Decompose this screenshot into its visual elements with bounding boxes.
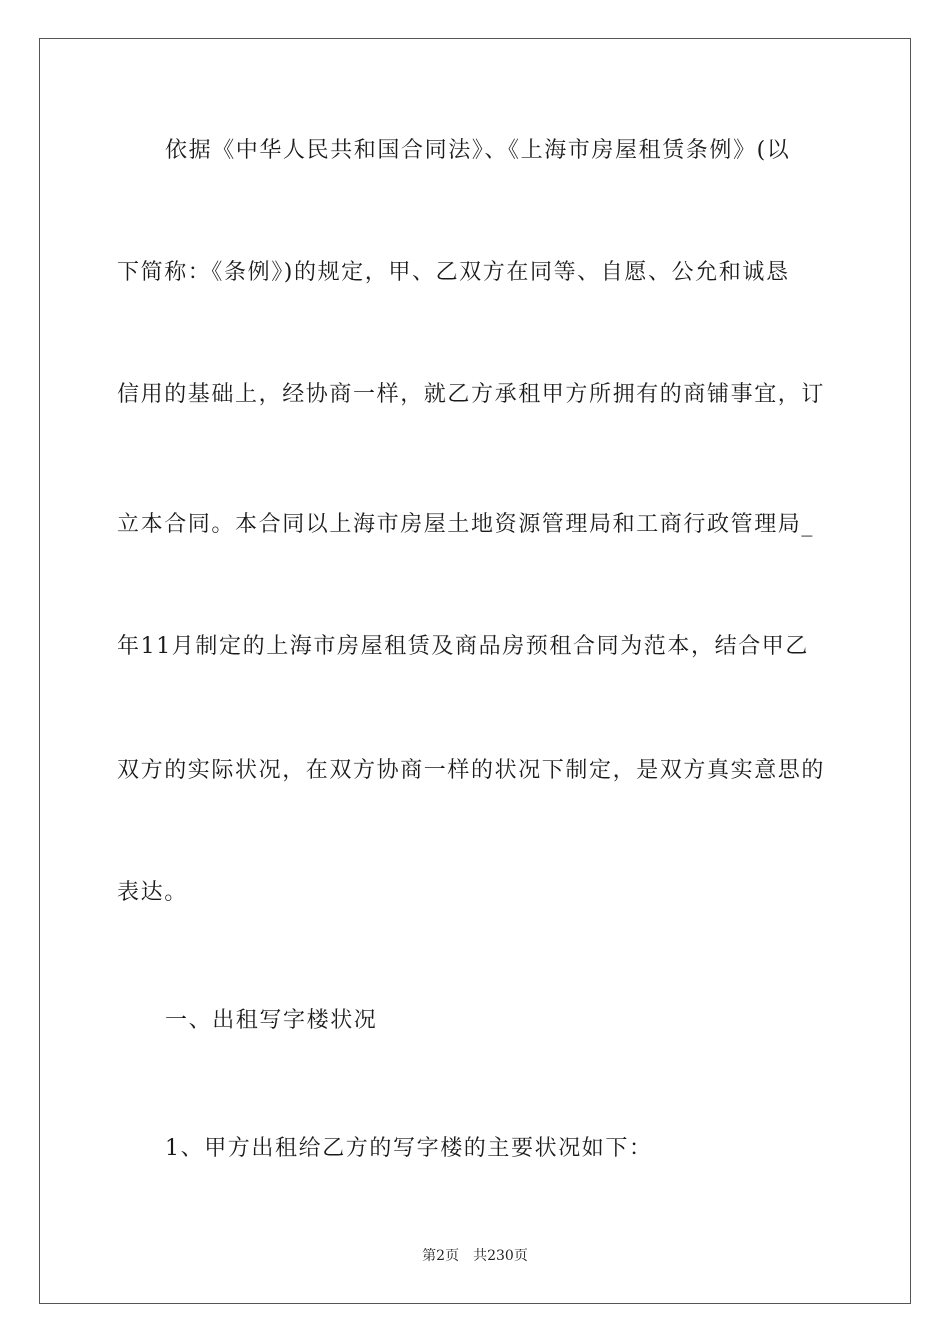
paragraph-line-1: 依据《中华人民共和国合同法》、《上海市房屋租赁条例》(以 (165, 138, 791, 163)
paragraph-line-3: 信用的基础上，经协商一样，就乙方承租甲方所拥有的商铺事宜，订 (117, 382, 826, 407)
page-frame (39, 38, 911, 1304)
page-footer (0, 1246, 950, 1266)
paragraph-line-6: 双方的实际状况，在双方协商一样的状况下制定，是双方真实意思的 (117, 758, 826, 783)
paragraph-line-4: 立本合同。本合同以上海市房屋土地资源管理局和工商行政管理局_ (117, 512, 815, 537)
page-number: 第2页 (422, 1248, 460, 1264)
item-1: 1、甲方出租给乙方的写字楼的主要状况如下： (165, 1136, 653, 1161)
section-heading: 一、出租写字楼状况 (165, 1008, 378, 1033)
paragraph-line-2: 下简称：《条例》)的规定，甲、乙双方在同等、自愿、公允和诚恳 (117, 260, 790, 285)
page-total: 共230页 (473, 1248, 528, 1264)
paragraph-line-7: 表达。 (117, 880, 188, 905)
paragraph-line-5: 年11月制定的上海市房屋租赁及商品房预租合同为范本，结合甲乙 (117, 634, 809, 659)
